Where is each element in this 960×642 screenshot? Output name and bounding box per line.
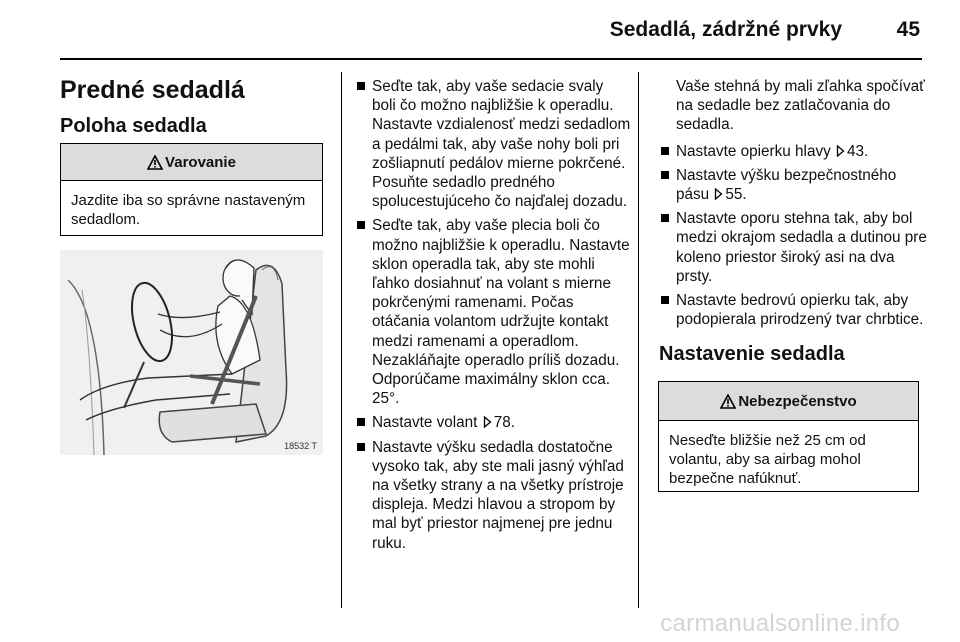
list-item: [355, 413, 631, 432]
column-3: [659, 77, 929, 334]
bullet-square-icon: [357, 221, 365, 229]
bullet-square-icon: [357, 418, 365, 426]
list-item: [355, 438, 631, 553]
page-reference-icon: [836, 145, 845, 157]
list-item: [355, 77, 631, 211]
list-item-text: Nastavte výšku bezpečnostného pásu: [676, 166, 897, 204]
list-item-text: Nastavte výšku sedadla dostatočne vysoko tak, aby ste mali jasný výhľad na všetky strany a na všetky prístroje displeja. Medzi hlavou a stropom by mal byť priestor najmenej pre jednu ruku.: [372, 438, 624, 552]
list-item-text: Seďte tak, aby vaše sedacie svaly boli čo možno najbližšie k operadlu. Nastavte vzdialenosť medzi sedadlom a pedálmi tak, aby vaše nohy boli pri zošliapnutí pedálov mierne pokrčené. Posuňte sedadlo predného spolucestujúceho čo najďalej dozadu.: [372, 78, 631, 211]
bullet-square-icon: [661, 147, 669, 155]
warning-box: [60, 143, 323, 236]
driver-seating-illustration: [60, 250, 323, 455]
page-reference-link[interactable]: 78.: [493, 414, 515, 432]
bullet-square-icon: [661, 171, 669, 179]
section-subtitle: Poloha sedadla: [60, 115, 207, 137]
chapter-title: Sedadlá, zádržné prvky: [609, 18, 842, 41]
bullet-square-icon: [357, 443, 365, 451]
column-2: [355, 77, 631, 558]
list-item: [659, 166, 929, 204]
warning-triangle-icon: [720, 394, 736, 409]
list-item-text: Nastavte oporu stehna tak, aby bol medzi okrajom sedadla a dutinou pre koleno priestor široký asi na dva prsty.: [676, 210, 927, 285]
list-item-text: Nastavte bedrovú opierku tak, aby podopierala prirodzený tvar chrbtice.: [676, 292, 924, 329]
bullet-square-icon: [661, 214, 669, 222]
list-item-text: Nastavte volant: [372, 414, 478, 432]
bullet-square-icon: [661, 296, 669, 304]
list-item: [659, 291, 929, 329]
warning-box-header: [61, 144, 322, 181]
warning-box-text: Jazdite iba so správne nastaveným sedadlom.: [71, 192, 306, 228]
image-code: 18532 T: [284, 441, 317, 451]
page-reference-link[interactable]: 55.: [725, 186, 747, 204]
continuation-paragraph: Vaše stehná by mali zľahka spočívať na sedadle bez zatlačovania do sedadla.: [676, 78, 925, 134]
list-item: [659, 142, 929, 161]
danger-box: [658, 381, 919, 492]
watermark: carmanualsonline.info: [660, 610, 900, 637]
page-header: [0, 0, 960, 62]
danger-box-text: Neseďte bližšie než 25 cm od volantu, aby sa airbag mohol bezpečne nafúknuť.: [669, 432, 866, 487]
seat-position-illustration: [60, 250, 323, 455]
page-number: 45: [896, 18, 920, 41]
list-item: [355, 216, 631, 408]
danger-box-title: Nebezpečenstvo: [738, 392, 857, 410]
danger-box-header: [659, 382, 918, 421]
column-divider: [341, 72, 342, 608]
section-subheading: Nastavenie sedadla: [659, 343, 845, 365]
section-title: Predné sedadlá: [60, 76, 245, 104]
page-reference-icon: [714, 188, 723, 200]
page-reference-link[interactable]: 43.: [847, 142, 869, 160]
page-reference-icon: [483, 416, 492, 428]
list-item-text: Seďte tak, aby vaše plecia boli čo možno najbližšie k operadlu. Nastavte sklon operadla tak, aby ste mohli ľahko dosiahnuť na volant s mierne pokrčenými ramenami. Počas otáčania volantom udržujte kontakt medzi ramenami a operadlom. Nezakláňajte operadlo príliš dozadu. Odporúčame maximálny sklon cca. 25°.: [372, 217, 630, 408]
header-rule: [60, 58, 922, 60]
column-divider: [638, 72, 639, 608]
bullet-square-icon: [357, 82, 365, 90]
list-item-text: Nastavte opierku hlavy: [676, 142, 831, 160]
warning-box-title: Varovanie: [165, 153, 236, 171]
list-item: [659, 209, 929, 286]
warning-triangle-icon: [147, 155, 163, 170]
